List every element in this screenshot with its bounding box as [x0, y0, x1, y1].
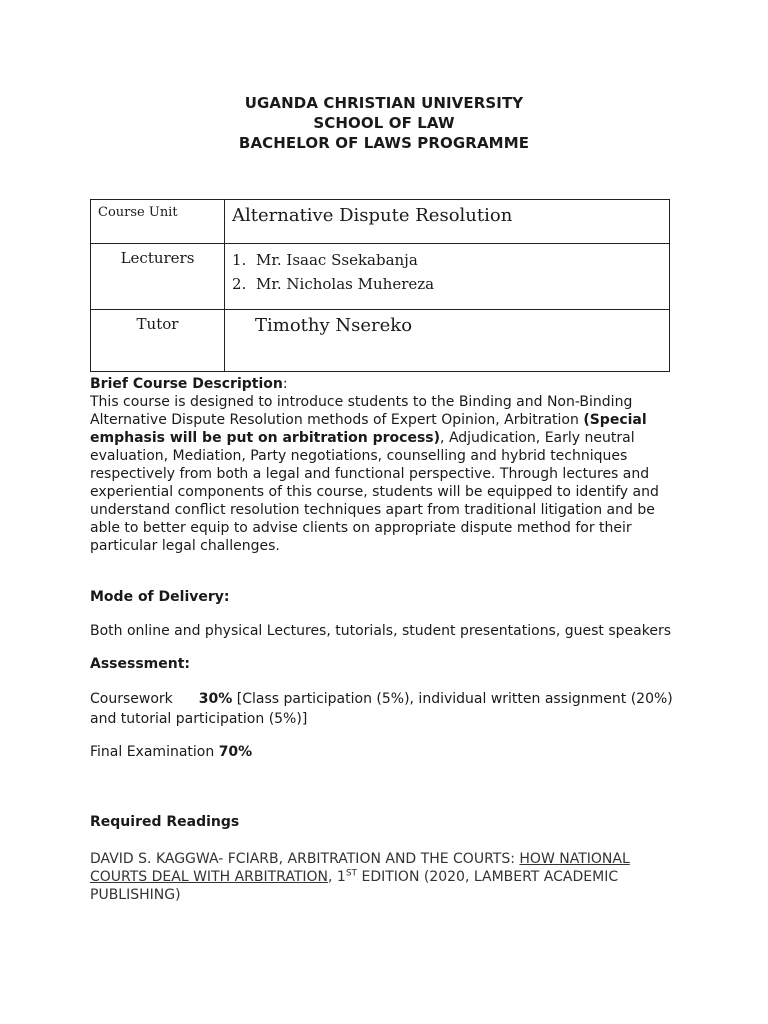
course-info-table [90, 199, 670, 372]
tutor-label: Tutor [91, 310, 225, 372]
lecturer-name: Mr. Isaac Ssekabanja [256, 251, 418, 269]
course-description: Brief Course Description: This course is designed to introduce students to the Binding and Non-Binding Alternative Dispute Resolution methods of Expert Opinion, Arbitration (Special emphasis will be put on arbitration process), Adjudication, Early neutral evaluation, Mediation, Party negotiations, counselling and hybrid techniques respectively from both a legal and functional perspective. Through lectures and experiential components of this course, students will be equipped to identify and understand conflict resolution techniques apart from traditional litigation and be able to better equip to advise clients on appropriate dispute method for their particular legal challenges. [90, 375, 680, 555]
coursework-line: Coursework 30% [Class participation (5%), individual written assignment (20%) and tutorial participation (5%)] [90, 691, 673, 727]
course-unit-value: Alternative Dispute Resolution [225, 200, 670, 244]
delivery-heading: Mode of Delivery: [90, 589, 230, 605]
document-header [0, 93, 768, 153]
lecturers-list [225, 244, 670, 310]
lecturers-label: Lecturers [91, 244, 225, 310]
final-exam-line: Final Examination 70% [90, 744, 253, 760]
list-item: 2. Mr. Nicholas Muhereza [232, 275, 435, 293]
programme-name: BACHELOR OF LAWS PROGRAMME [238, 134, 530, 152]
course-unit-label: Course Unit [91, 200, 225, 244]
reading-item: DAVID S. KAGGWA- FCIARB, ARBITRATION AND THE COURTS: HOW NATIONAL COURTS DEAL WITH ARBITRATION, 1ST EDITION (2020, LAMBERT ACADEMIC PUBLISHING) [90, 851, 630, 903]
tutor-row [91, 310, 670, 372]
description-heading: Brief Course Description [90, 376, 283, 392]
assessment-heading: Assessment: [90, 656, 191, 672]
delivery-text: Both online and physical Lectures, tutorials, student presentations, guest speakers [90, 623, 672, 639]
description-paragraph: This course is designed to introduce students to the Binding and Non-Binding Alternative Dispute Resolution methods of Expert Opinion, Arbitration (Special emphasis will be put on arbitration process), Adjudication, Early neutral evaluation, Mediation, Party negotiations, counselling and hybrid techniques respectively from both a legal and functional perspective. Through lectures and experiential components of this course, students will be equipped to identify and understand conflict resolution techniques apart from traditional litigation and be able to better equip to advise clients on appropriate dispute method for their particular legal challenges. [90, 394, 659, 554]
lecturer-name: Mr. Nicholas Muhereza [256, 275, 435, 293]
tutor-value: Timothy Nsereko [225, 310, 670, 372]
lecturers-row [91, 244, 670, 310]
list-item: 1. Mr. Isaac Ssekabanja [232, 251, 418, 269]
course-unit-row [91, 200, 670, 244]
school-name: SCHOOL OF LAW [313, 114, 455, 132]
readings-heading: Required Readings [90, 814, 240, 830]
university-name: UGANDA CHRISTIAN UNIVERSITY [244, 94, 524, 112]
